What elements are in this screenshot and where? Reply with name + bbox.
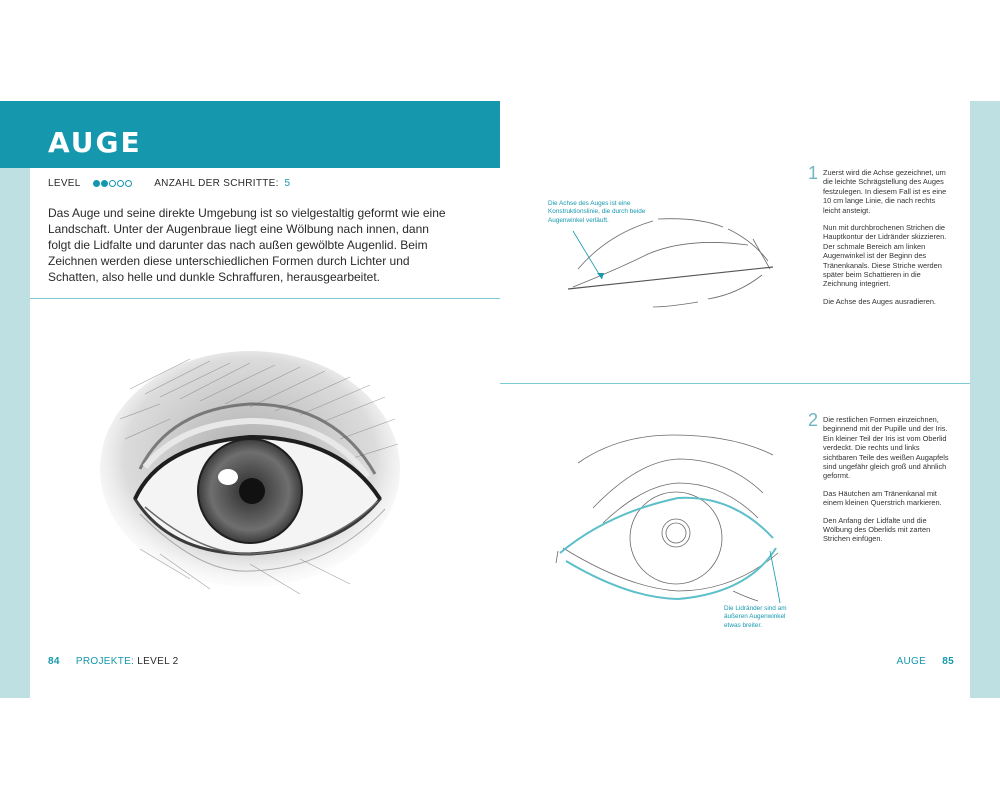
right-page-number: 85 (942, 656, 954, 667)
level-dot-empty (125, 180, 132, 187)
footer-section-label: PROJEKTE: (75, 656, 135, 667)
level-dot-empty (109, 180, 116, 187)
right-folio (897, 656, 954, 667)
level-dot-filled (101, 180, 108, 187)
book-spread (0, 101, 1000, 698)
step1-annotation: Die Achse des Auges ist eine Konstruktionslinie, die durch beide Augenwinkel verläuft. (548, 200, 646, 224)
step1-number: 1 (808, 163, 819, 183)
footer-level-label: LEVEL 2 (137, 656, 179, 667)
level-label: LEVEL (48, 178, 81, 189)
left-page-number: 84 (48, 656, 60, 667)
step2-paragraph: Den Anfang der Lidfalte und die Wölbung des Oberlids mit zarten Strichen einfügen. (823, 515, 931, 544)
step1-text (823, 168, 953, 314)
footer-chapter-label: AUGE (896, 656, 927, 667)
step2-paragraph: Das Häutchen am Tränenkanal mit einem kleinen Querstrich markieren. (823, 488, 942, 508)
eye-pencil-drawing (100, 349, 400, 604)
step2-text (823, 415, 953, 552)
step2-paragraph: Die restlichen Formen einzeichnen, beginnend mit der Pupille und der Iris. Ein kleiner Teil der Iris ist vom Oberlid verdeckt. Die rechts und links sichtbaren Teile des weißen Augapfels sind ungefähr gleich groß und ähnlich geformt. (823, 415, 949, 481)
step2-number: 2 (808, 410, 819, 430)
level-dot-empty (117, 180, 124, 187)
steps-count: 5 (284, 178, 291, 189)
step1-paragraph: Nun mit durchbrochenen Strichen die Hauptkontur der Lidränder skizzieren. Der schmale Bereich am linken Augenwinkel ist der Beginn des Tränenkanals. Diese Striche werden später beim Schattieren in die Zeichnung integriert. (823, 223, 947, 289)
step2-sketch (548, 423, 793, 613)
steps-label: ANZAHL DER SCHRITTE: (154, 178, 279, 189)
section-divider-left (30, 298, 500, 299)
section-divider-right (500, 383, 970, 384)
project-meta (48, 178, 290, 190)
right-margin-band (970, 101, 1000, 698)
step2-annotation: Die Lidränder sind am äußeren Augenwinkel etwas breiter. (724, 605, 787, 629)
step1-paragraph: Die Achse des Auges ausradieren. (823, 296, 936, 306)
level-indicator (93, 179, 133, 190)
title-bar (0, 101, 500, 168)
intro-text: Das Auge und seine direkte Umgebung ist so vielgestaltig geformt wie eine Landschaft. Unter der Augenbraue liegt eine Wölbung nach innen, dann folgt die Lidfalte und darunter das nach außen gewölbte Augenlid. Beim Zeichnen werden diese unterschiedlichen Formen durch Lichter und Schatten, also helle und dunkle Schraffuren, herausgearbeitet. (48, 206, 446, 284)
page-title: AUGE (48, 126, 142, 159)
step1-paragraph: Zuerst wird die Achse gezeichnet, um die leichte Schrägstellung des Auges festzulegen. In diesem Fall ist es eine 10 cm lange Linie, die nach rechts leicht ansteigt. (823, 168, 947, 215)
left-folio (48, 656, 179, 667)
left-margin-band (0, 101, 30, 698)
level-dot-filled (93, 180, 100, 187)
